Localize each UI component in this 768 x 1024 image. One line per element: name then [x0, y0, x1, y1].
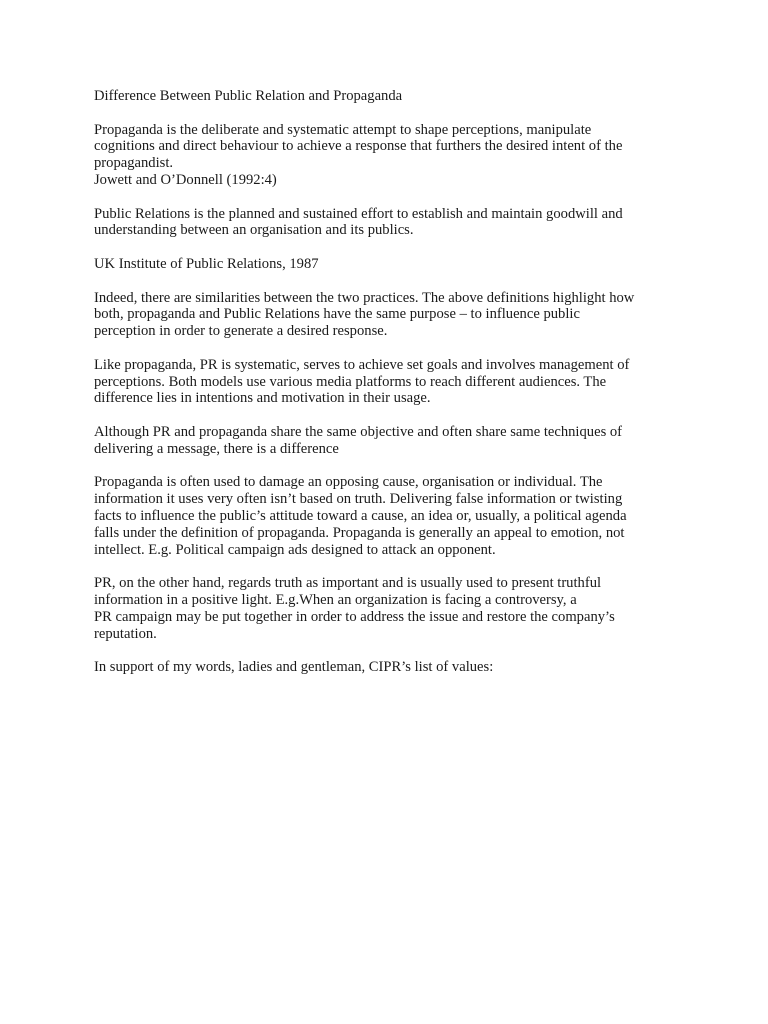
text-line: intellect. E.g. Political campaign ads designed to attack an opponent. — [94, 541, 496, 558]
text-line: both, propaganda and Public Relations have the same purpose – to influence public — [94, 306, 580, 323]
text-line: cognitions and direct behaviour to achieve a response that furthers the desired intent of the — [94, 138, 623, 155]
paragraph-like-propaganda — [94, 357, 679, 407]
text-line: understanding between an organisation and its publics. — [94, 222, 414, 239]
title-line: Difference Between Public Relation and Propaganda — [94, 88, 403, 104]
paragraph-propaganda-definition — [94, 122, 679, 189]
text-line: perception in order to generate a desired response. — [94, 323, 388, 340]
citation-line: Jowett and O’Donnell (1992:4) — [94, 171, 277, 188]
text-line: Propaganda is the deliberate and systematic attempt to shape perceptions, manipulate — [94, 121, 592, 138]
document-title — [94, 88, 679, 105]
text-line: perceptions. Both models use various media platforms to reach different audiences. The — [94, 373, 607, 390]
text-line: Propaganda is often used to damage an opposing cause, organisation or individual. The — [94, 474, 603, 491]
text-line: falls under the definition of propaganda. Propaganda is generally an appeal to emotion, not — [94, 524, 625, 541]
text-line: PR campaign may be put together in order to address the issue and restore the company’s — [94, 608, 615, 625]
text-line: PR, on the other hand, regards truth as important and is usually used to present truthful — [94, 575, 602, 592]
paragraph-pr-citation — [94, 256, 679, 273]
text-line: reputation. — [94, 625, 157, 642]
text-line: facts to influence the public’s attitude toward a cause, an idea or, usually, a political agenda — [94, 507, 627, 524]
text-line: Public Relations is the planned and sustained effort to establish and maintain goodwill and — [94, 205, 623, 222]
paragraph-pr-definition — [94, 206, 679, 240]
text-line: Like propaganda, PR is systematic, serves to achieve set goals and involves management of — [94, 356, 630, 373]
citation-line: UK Institute of Public Relations, 1987 — [94, 255, 319, 272]
paragraph-cipr-values — [94, 659, 679, 676]
paragraph-propaganda-damage — [94, 474, 679, 558]
text-line: In support of my words, ladies and gentleman, CIPR’s list of values: — [94, 659, 494, 676]
text-line: information in a positive light. E.g.When an organization is facing a controversy, a — [94, 591, 577, 608]
text-line: Indeed, there are similarities between the two practices. The above definitions highlight how — [94, 289, 635, 306]
document-body — [94, 88, 679, 693]
text-line: propagandist. — [94, 155, 174, 172]
paragraph-although — [94, 424, 679, 458]
paragraph-pr-truth — [94, 575, 679, 642]
text-line: information it uses very often isn’t based on truth. Delivering false information or twisting — [94, 491, 623, 508]
text-line: difference lies in intentions and motivation in their usage. — [94, 390, 431, 407]
text-line: Although PR and propaganda share the same objective and often share same techniques of — [94, 423, 623, 440]
text-line: delivering a message, there is a difference — [94, 440, 339, 457]
paragraph-similarities — [94, 290, 679, 340]
